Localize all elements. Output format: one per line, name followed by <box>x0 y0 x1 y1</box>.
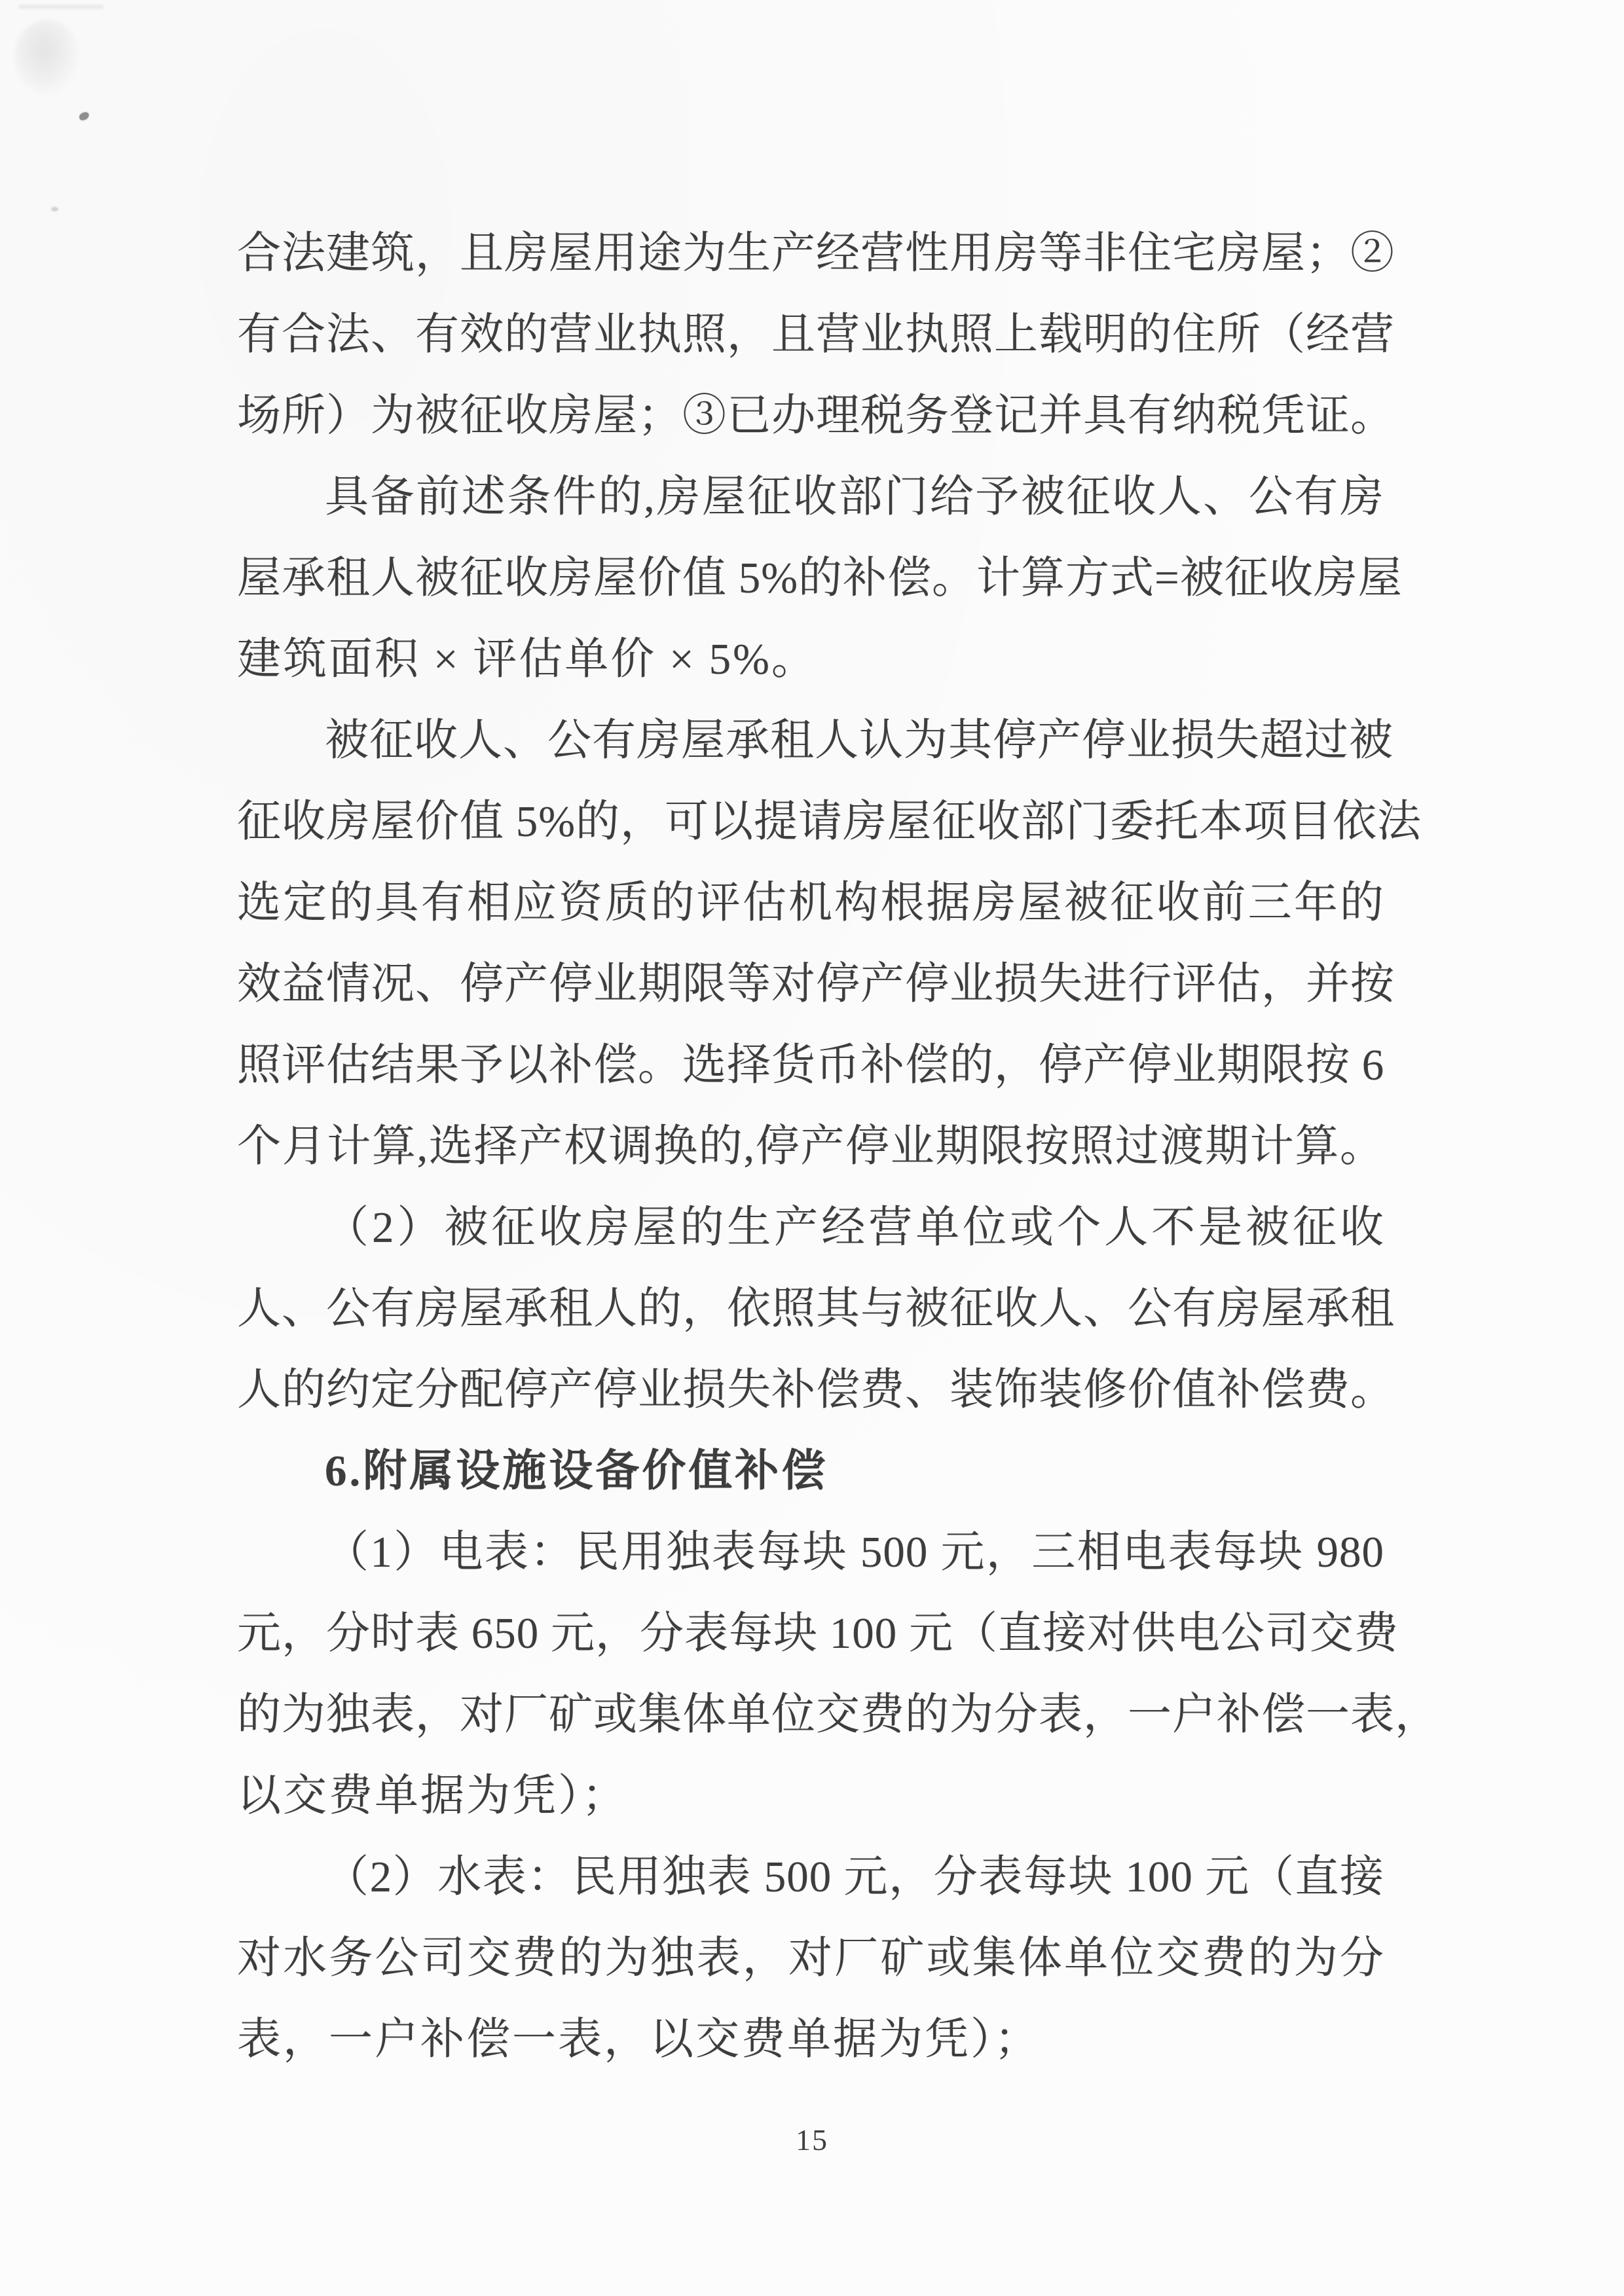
page-number: 15 <box>796 2123 828 2157</box>
text-line: 场所）为被征收房屋；③已办理税务登记并具有纳税凭证。 <box>237 392 1395 440</box>
text-line: 被征收人、公有房屋承租人认为其停产停业损失超过被 <box>325 716 1393 765</box>
text-line: 表，一户补偿一表，以交费单据为凭）； <box>237 2015 1041 2064</box>
text-line: 照评估结果予以补偿。选择货币补偿的，停产停业期限按 6 <box>237 1041 1385 1089</box>
text-line: 有合法、有效的营业执照，且营业执照上载明的住所（经营 <box>237 310 1395 359</box>
text-line: 元，分时表 650 元，分表每块 100 元（直接对供电公司交费 <box>237 1609 1399 1658</box>
text-line: （2）水表：民用独表 500 元，分表每块 100 元（直接 <box>325 1853 1384 1901</box>
text-line: 征收房屋价值 5%的，可以提请房屋征收部门委托本项目依法 <box>237 797 1422 846</box>
text-line: 人、公有房屋承租人的，依照其与被征收人、公有房屋承租 <box>237 1285 1395 1333</box>
text-line: 合法建筑，且房屋用途为生产经营性用房等非住宅房屋；② <box>237 229 1395 278</box>
text-line: 具备前述条件的,房屋征收部门给予被征收人、公有房 <box>325 473 1384 521</box>
text-line: 的为独表，对厂矿或集体单位交费的为分表，一户补偿一表， <box>237 1690 1439 1739</box>
text-line: 个月计算,选择产权调换的,停产停业期限按照过渡期计算。 <box>237 1122 1384 1171</box>
text-line: 建筑面积 × 评估单价 × 5%。 <box>237 635 817 683</box>
text-line: （2）被征收房屋的生产经营单位或个人不是被征收 <box>325 1203 1384 1252</box>
page-footer <box>0 2123 1624 2157</box>
document-text-block <box>237 213 1439 2080</box>
text-line: 以交费单据为凭）； <box>237 1772 628 1820</box>
text-line: 效益情况、停产停业期限等对停产停业损失进行评估，并按 <box>237 960 1395 1008</box>
section-heading: 6.附属设施设备价值补偿 <box>325 1447 828 1495</box>
text-line: 屋承租人被征收房屋价值 5%的补偿。计算方式=被征收房屋 <box>237 554 1403 602</box>
text-line: （1）电表：民用独表每块 500 元，三相电表每块 980 <box>325 1528 1384 1576</box>
text-line: 人的约定分配停产停业损失补偿费、装饰装修价值补偿费。 <box>237 1366 1395 1414</box>
text-line: 选定的具有相应资质的评估机构根据房屋被征收前三年的 <box>237 879 1384 927</box>
text-line: 对水务公司交费的为独表，对厂矿或集体单位交费的为分 <box>237 1934 1384 1982</box>
